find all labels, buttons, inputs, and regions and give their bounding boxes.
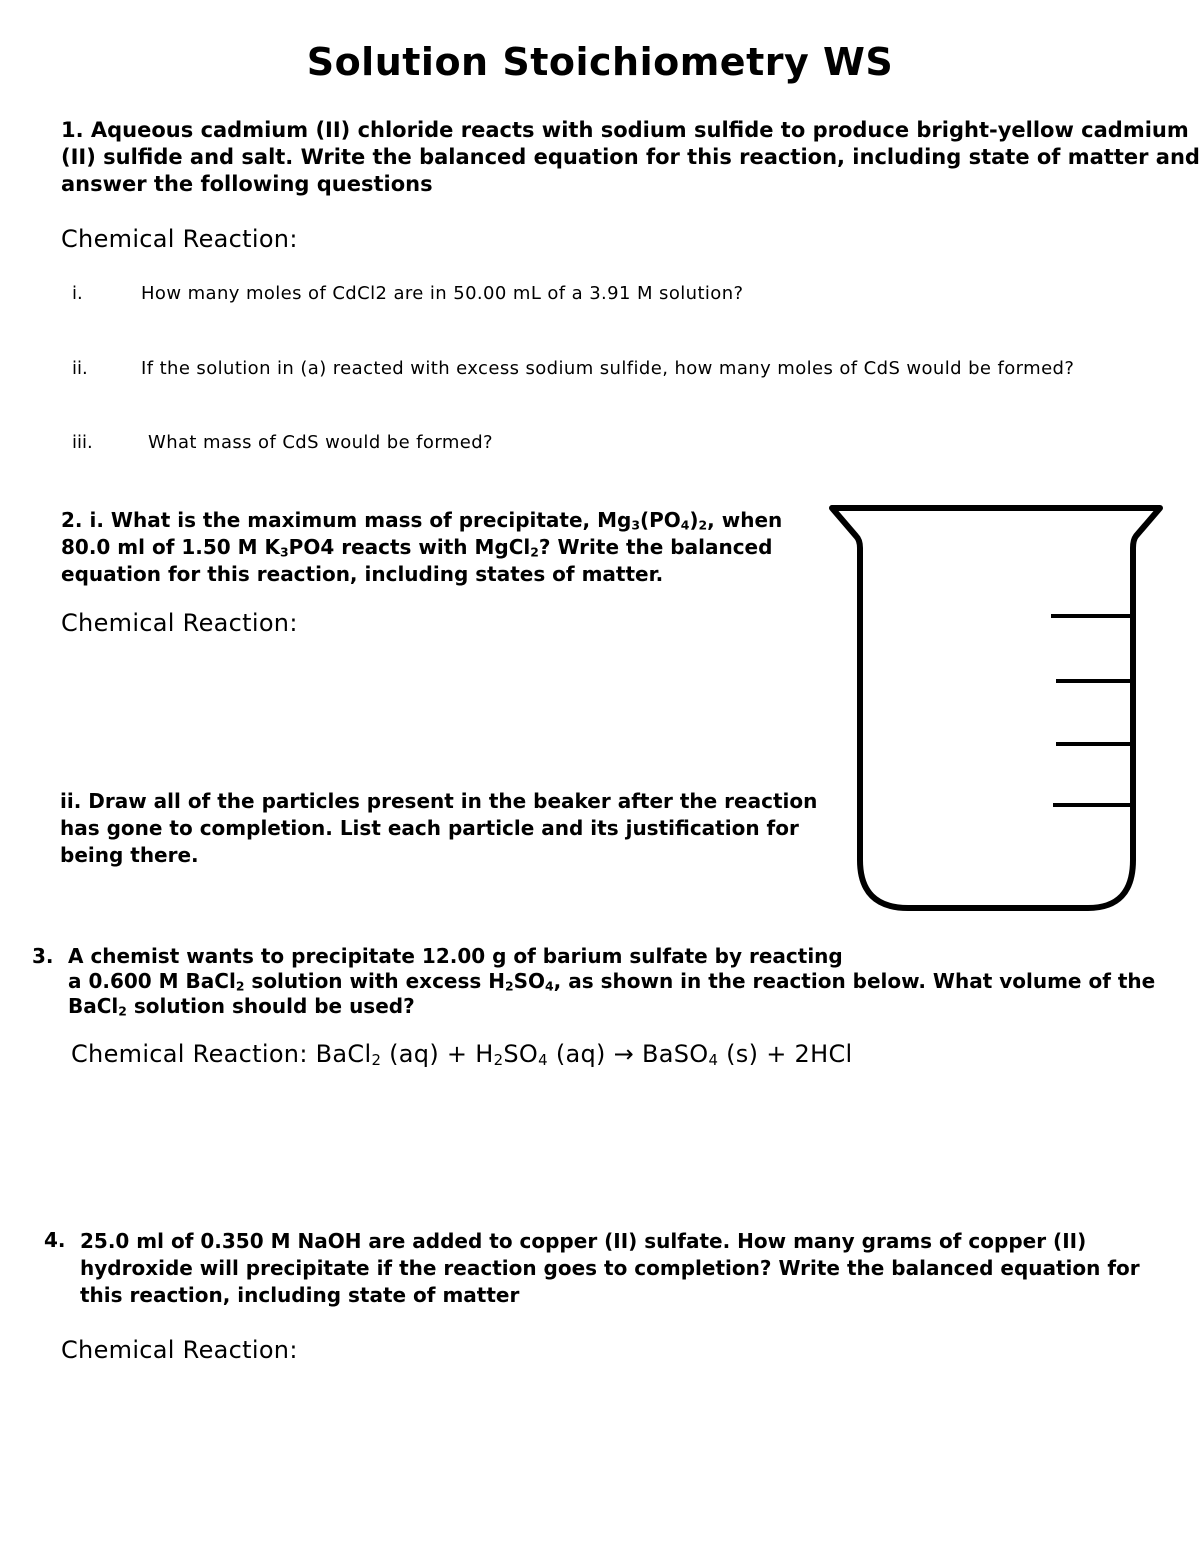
q4-chemical-reaction-heading: Chemical Reaction: xyxy=(61,1336,298,1364)
page-title: Solution Stoichiometry WS xyxy=(306,40,894,84)
question-3-text: A chemist wants to precipitate 12.00 g of barium sulfate by reacting a 0.600 M BaCl2 solution with excess H2SO4, as shown in the reaction below. What volume of the BaCl2 solution should be used? xyxy=(68,944,1156,1019)
question-2-part-ii-text: ii. Draw all of the particles present in the beaker after the reaction has gone to completion. List each particle and its justification for being there. xyxy=(60,789,818,867)
beaker-icon xyxy=(828,500,1168,920)
q1-part-i-number: i. xyxy=(72,283,83,304)
q1-part-iii-number: iii. xyxy=(72,432,93,453)
question-4-number: 4. xyxy=(44,1228,66,1252)
q1-chemical-reaction-heading: Chemical Reaction: xyxy=(61,225,298,253)
q1-part-ii-text: If the solution in (a) reacted with excess sodium sulfide, how many moles of CdS would be formed? xyxy=(141,358,1075,379)
q3-chemical-reaction: Chemical Reaction: BaCl2 (aq) + H2SO4 (aq) → BaSO4 (s) + 2HCl xyxy=(71,1040,853,1069)
question-4-text: 25.0 ml of 0.350 M NaOH are added to copper (II) sulfate. How many grams of copper (II) hydroxide will precipitate if the reaction goes to completion? Write the balanced equation for this reaction, including state of matter xyxy=(80,1229,1140,1307)
q2-chemical-reaction-heading: Chemical Reaction: xyxy=(61,609,298,637)
q1-part-ii-number: ii. xyxy=(72,358,88,379)
question-1-text: 1. Aqueous cadmium (II) chloride reacts with sodium sulfide to produce bright-yellow cadmium (II) sulfide and salt. Write the balanced equation for this reaction, including state of matter and answer the following questions xyxy=(61,118,1200,196)
q1-part-iii-text: What mass of CdS would be formed? xyxy=(148,432,494,453)
question-3-number: 3. xyxy=(32,944,54,968)
question-2-text: 2. i. What is the maximum mass of precipitate, Mg3(PO4)2, when 80.0 ml of 1.50 M K3PO4 reacts with MgCl2? Write the balanced equation for this reaction, including states of matter. xyxy=(61,508,783,586)
q1-part-i-text: How many moles of CdCl2 are in 50.00 mL of a 3.91 M solution? xyxy=(141,283,744,304)
